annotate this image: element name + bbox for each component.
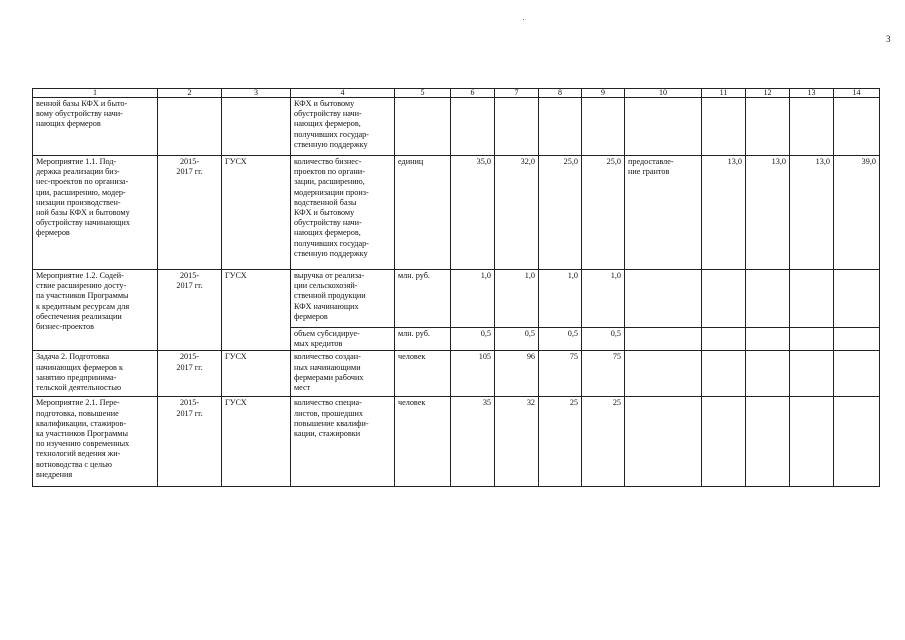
- col-header: 7: [495, 89, 539, 98]
- executor-cell: ГУСХ: [222, 156, 291, 270]
- value-cell: [539, 98, 582, 156]
- value-cell: 75: [582, 351, 625, 397]
- value-cell: [746, 397, 790, 487]
- mechanism-cell: предоставле- ние грантов: [625, 156, 702, 270]
- unit-cell: человек: [395, 351, 451, 397]
- value-cell: 25,0: [582, 156, 625, 270]
- value-cell: [790, 351, 834, 397]
- executor-cell: ГУСХ: [222, 351, 291, 397]
- value-cell: [790, 328, 834, 351]
- col-header: 2: [158, 89, 222, 98]
- value-cell: [834, 397, 880, 487]
- page-number: 3: [886, 34, 891, 44]
- value-cell: [451, 98, 495, 156]
- value-cell: [790, 270, 834, 328]
- col-header: 8: [539, 89, 582, 98]
- value-cell: 13,0: [790, 156, 834, 270]
- indicator-cell: выручка от реализа- ции сельскохозяй- ственной продукции КФХ начинающих фермеров: [291, 270, 395, 328]
- indicator-cell: количество бизнес- проектов по органи- зации, расширению, модернизации произ- водственной базы КФХ и бытовому обустройству начи- нающих фермеров, получивших государ- ственную поддержку: [291, 156, 395, 270]
- mechanism-cell: [625, 328, 702, 351]
- value-cell: 32,0: [495, 156, 539, 270]
- value-cell: 1,0: [451, 270, 495, 328]
- unit-cell: [395, 98, 451, 156]
- executor-cell: ГУСХ: [222, 397, 291, 487]
- value-cell: [702, 270, 746, 328]
- period-cell: 2015- 2017 гг.: [158, 397, 222, 487]
- value-cell: [746, 270, 790, 328]
- value-cell: 1,0: [495, 270, 539, 328]
- table-row: [33, 351, 880, 397]
- col-header: 14: [834, 89, 880, 98]
- value-cell: 35,0: [451, 156, 495, 270]
- col-header: 12: [746, 89, 790, 98]
- table-row: [33, 98, 880, 156]
- event-cell: Задача 2. Подготовка начинающих фермеров к занятию предпринима- тельской деятельностью: [33, 351, 158, 397]
- value-cell: 1,0: [539, 270, 582, 328]
- value-cell: 75: [539, 351, 582, 397]
- value-cell: [495, 98, 539, 156]
- value-cell: [702, 98, 746, 156]
- value-cell: [746, 98, 790, 156]
- indicator-cell: количество специа- листов, прошедших повышение квалифи- кации, стажировки: [291, 397, 395, 487]
- table-row: [33, 270, 880, 328]
- value-cell: 0,5: [582, 328, 625, 351]
- value-cell: 25,0: [539, 156, 582, 270]
- col-header: 5: [395, 89, 451, 98]
- value-cell: [834, 351, 880, 397]
- table-row: [33, 156, 880, 270]
- value-cell: [834, 270, 880, 328]
- executor-cell: [222, 98, 291, 156]
- value-cell: 0,5: [495, 328, 539, 351]
- value-cell: [702, 328, 746, 351]
- period-cell: [158, 98, 222, 156]
- value-cell: [790, 98, 834, 156]
- value-cell: [746, 328, 790, 351]
- value-cell: [582, 98, 625, 156]
- value-cell: 0,5: [539, 328, 582, 351]
- col-header: 6: [451, 89, 495, 98]
- value-cell: [702, 397, 746, 487]
- indicator-cell: количество создан- ных начинающими фермерами рабочих мест: [291, 351, 395, 397]
- event-cell: Мероприятие 1.2. Содей- ствие расширению досту- па участников Программы к кредитным ресурсам для обеспечения реализации бизнес-проектов: [33, 270, 158, 351]
- indicator-cell: КФХ и бытовому обустройству начи- нающих фермеров, получивших государ- ственную поддержку: [291, 98, 395, 156]
- period-cell: 2015- 2017 гг.: [158, 351, 222, 397]
- col-header: 1: [33, 89, 158, 98]
- mechanism-cell: [625, 397, 702, 487]
- unit-cell: млн. руб.: [395, 328, 451, 351]
- value-cell: 13,0: [746, 156, 790, 270]
- period-cell: 2015- 2017 гг.: [158, 270, 222, 351]
- value-cell: 1,0: [582, 270, 625, 328]
- value-cell: 32: [495, 397, 539, 487]
- value-cell: 39,0: [834, 156, 880, 270]
- col-header: 4: [291, 89, 395, 98]
- event-cell: Мероприятие 2.1. Пере- подготовка, повышение квалификации, стажиров- ка участников Программы по изучению современных технологий ведения жи- вотноводства с целью внедрения: [33, 397, 158, 487]
- table-row: [33, 397, 880, 487]
- scan-speck: [523, 19, 524, 20]
- indicator-cell: объем субсидируе- мых кредитов: [291, 328, 395, 351]
- period-cell: 2015- 2017 гг.: [158, 156, 222, 270]
- executor-cell: ГУСХ: [222, 270, 291, 351]
- col-header: 9: [582, 89, 625, 98]
- value-cell: 0,5: [451, 328, 495, 351]
- value-cell: [702, 351, 746, 397]
- value-cell: 105: [451, 351, 495, 397]
- col-header: 11: [702, 89, 746, 98]
- value-cell: 25: [539, 397, 582, 487]
- value-cell: 96: [495, 351, 539, 397]
- value-cell: [746, 351, 790, 397]
- unit-cell: млн. руб.: [395, 270, 451, 328]
- col-header: 13: [790, 89, 834, 98]
- value-cell: [834, 328, 880, 351]
- value-cell: [790, 397, 834, 487]
- col-header: 3: [222, 89, 291, 98]
- event-cell: венной базы КФХ и быто- вому обустройству начи- нающих фермеров: [33, 98, 158, 156]
- column-number-row: [33, 89, 880, 98]
- mechanism-cell: [625, 351, 702, 397]
- mechanism-cell: [625, 270, 702, 328]
- value-cell: 13,0: [702, 156, 746, 270]
- unit-cell: человек: [395, 397, 451, 487]
- event-cell: Мероприятие 1.1. Под- держка реализации биз- нес-проектов по организа- ции, расширению, модер- низации производствен- ной базы КФХ и бытовому обустройству начинающих фермеров: [33, 156, 158, 270]
- unit-cell: единиц: [395, 156, 451, 270]
- value-cell: [834, 98, 880, 156]
- mechanism-cell: [625, 98, 702, 156]
- program-table: [32, 88, 880, 487]
- value-cell: 25: [582, 397, 625, 487]
- col-header: 10: [625, 89, 702, 98]
- value-cell: 35: [451, 397, 495, 487]
